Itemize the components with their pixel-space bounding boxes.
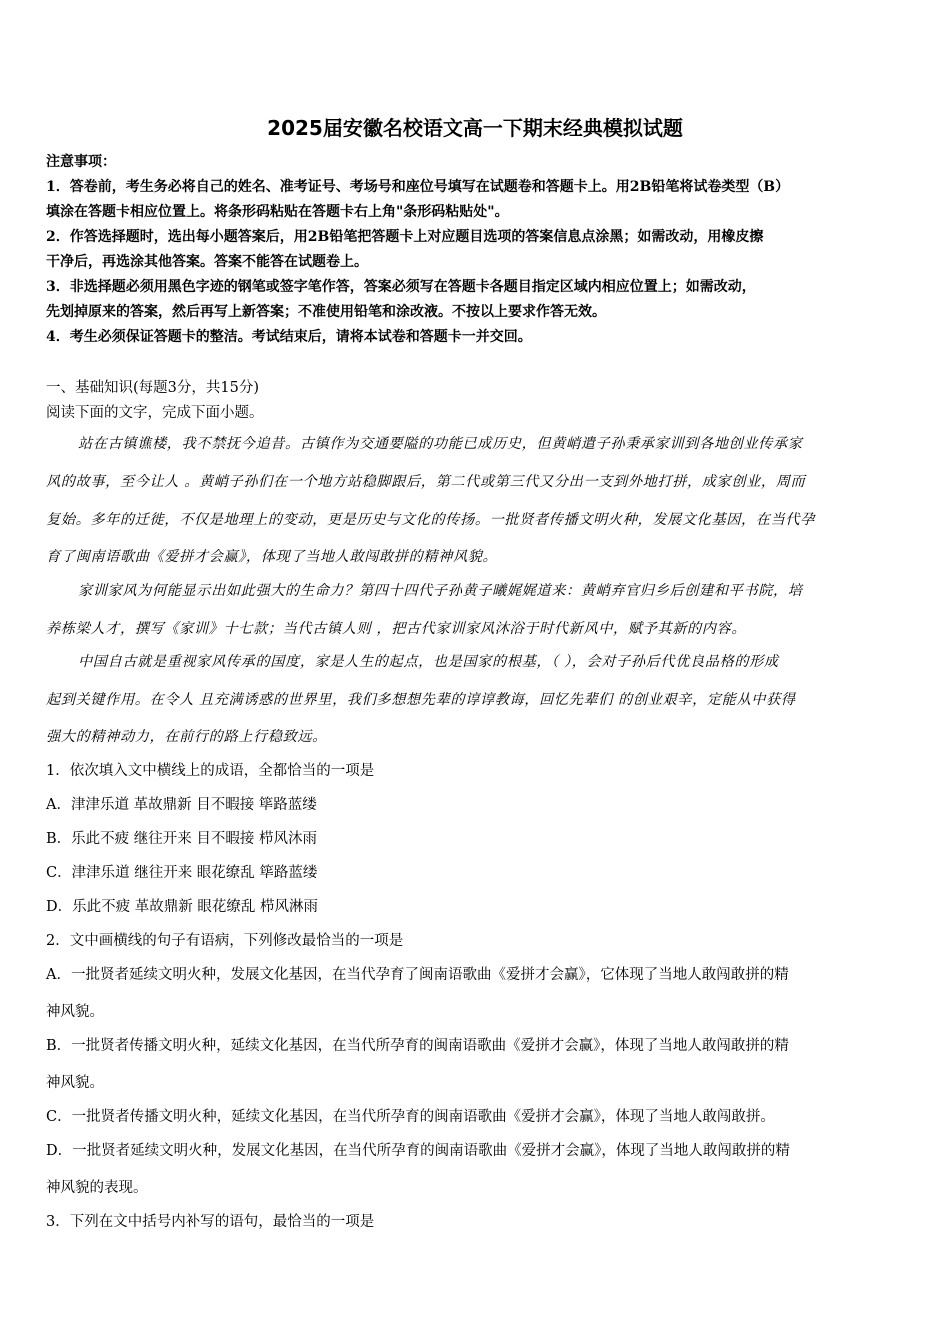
- question-option: B．一批贤者传播文明火种，延续文化基因，在当代所孕育的闽南语歌曲《爱拼才会赢》，体现了当地人敢闯敢拼的精: [46, 1038, 789, 1054]
- question-option: 神风貌。: [46, 1004, 104, 1020]
- passage-line: 复始。多年的迁徙，不仅是地理上的变动，更是历史与文化的传扬。一批贤者传播文明火种，发展文化基因，在当代孕: [46, 512, 815, 528]
- question-option: A．一批贤者延续文明火种，发展文化基因，在当代孕育了闽南语歌曲《爱拼才会赢》，它体现了当地人敢闯敢拼的精: [46, 967, 789, 983]
- question-option: C．一批贤者传播文明火种，延续文化基因，在当代所孕育的闽南语歌曲《爱拼才会赢》，体现了当地人敢闯敢拼。: [46, 1109, 775, 1125]
- notice-line: 2．作答选择题时，选出每小题答案后，用2B铅笔把答题卡上对应题目选项的答案信息点涂黑；如需改动，用橡皮擦: [46, 229, 764, 245]
- notice-line: 3．非选择题必须用黑色字迹的钢笔或签字笔作答，答案必须写在答题卡各题目指定区域内相应位置上；如需改动，: [46, 279, 756, 295]
- notice-line: 4．考生必须保证答题卡的整洁。考试结束后，请将本试卷和答题卡一并交回。: [46, 329, 532, 345]
- question-stem: 3．下列在文中括号内补写的语句，最恰当的一项是: [46, 1214, 375, 1230]
- notice-line: 先划掉原来的答案，然后再写上新答案；不准使用铅笔和涂改液。不按以上要求作答无效。: [46, 304, 606, 320]
- page-title: 2025届安徽名校语文高一下期末经典模拟试题: [267, 116, 683, 140]
- notice-line: 1．答卷前，考生务必将自己的姓名、准考证号、考场号和座位号填写在试题卷和答题卡上。用2B铅笔将试卷类型（B）: [46, 179, 790, 195]
- question-option: 神风貌的表现。: [46, 1180, 148, 1196]
- question-option: D．一批贤者延续文明火种，发展文化基因，在当代所孕育的闽南语歌曲《爱拼才会赢》，体现了当地人敢闯敢拼的精: [46, 1143, 790, 1159]
- passage-line: 站在古镇谯楼，我不禁抚今追昔。古镇作为交通要隘的功能已成历史，但黄峭遣子孙秉承家训到各地创业传承家: [78, 436, 803, 452]
- section-heading: 一、基础知识(每题3分，共15分): [46, 380, 259, 396]
- passage-line: 育了闽南语歌曲《爱拼才会赢》，体现了当地人敢闯敢拼的精神风貌。: [46, 549, 498, 565]
- question-option: C．津津乐道 继往开来 眼花缭乱 筚路蓝缕: [46, 865, 318, 881]
- notice-block: [46, 150, 906, 350]
- passage-line: 起到关键作用。在令人 且充满诱惑的世界里，我们多想想先辈的谆谆教诲，回忆先辈们 的创业艰辛，定能从中获得: [46, 692, 796, 708]
- notice-heading: 注意事项：: [46, 154, 116, 170]
- passage-line: 家训家风为何能显示出如此强大的生命力？第四十四代子孙黄子曦娓娓道来：黄峭弃官归乡后创建和平书院，培: [78, 583, 803, 599]
- question-stem: 1．依次填入文中横线上的成语，全都恰当的一项是: [46, 763, 375, 779]
- question-stem: 2．文中画横线的句子有语病，下列修改最恰当的一项是: [46, 933, 404, 949]
- question-option: A．津津乐道 革故鼎新 目不暇接 筚路蓝缕: [46, 797, 317, 813]
- question-option: D．乐此不疲 革故鼎新 眼花缭乱 栉风淋雨: [46, 899, 318, 915]
- passage-line: 养栋梁人才，撰写《家训》十七款；当代古镇人则 ，把古代家训家风沐浴于时代新风中，赋予其新的内容。: [46, 621, 747, 637]
- section-instruction: 阅读下面的文字，完成下面小题。: [46, 405, 264, 421]
- passage-line: 强大的精神动力，在前行的路上行稳致远。: [46, 729, 327, 745]
- passage-line: 风的故事，至今让人 。黄峭子孙们在一个地方站稳脚跟后，第二代或第三代又分出一支到外地打拼，成家创业，周而: [46, 474, 806, 490]
- question-option: B．乐此不疲 继往开来 目不暇接 栉风沐雨: [46, 831, 317, 847]
- passage-line: 中国自古就是重视家风传承的国度，家是人生的起点，也是国家的根基，（ ），会对子孙后代优良品格的形成: [78, 654, 779, 670]
- notice-line: 填涂在答题卡相应位置上。将条形码粘贴在答题卡右上角"条形码粘贴处"。: [46, 204, 509, 220]
- question-option: 神风貌。: [46, 1075, 104, 1091]
- notice-line: 干净后，再选涂其他答案。答案不能答在试题卷上。: [46, 254, 368, 270]
